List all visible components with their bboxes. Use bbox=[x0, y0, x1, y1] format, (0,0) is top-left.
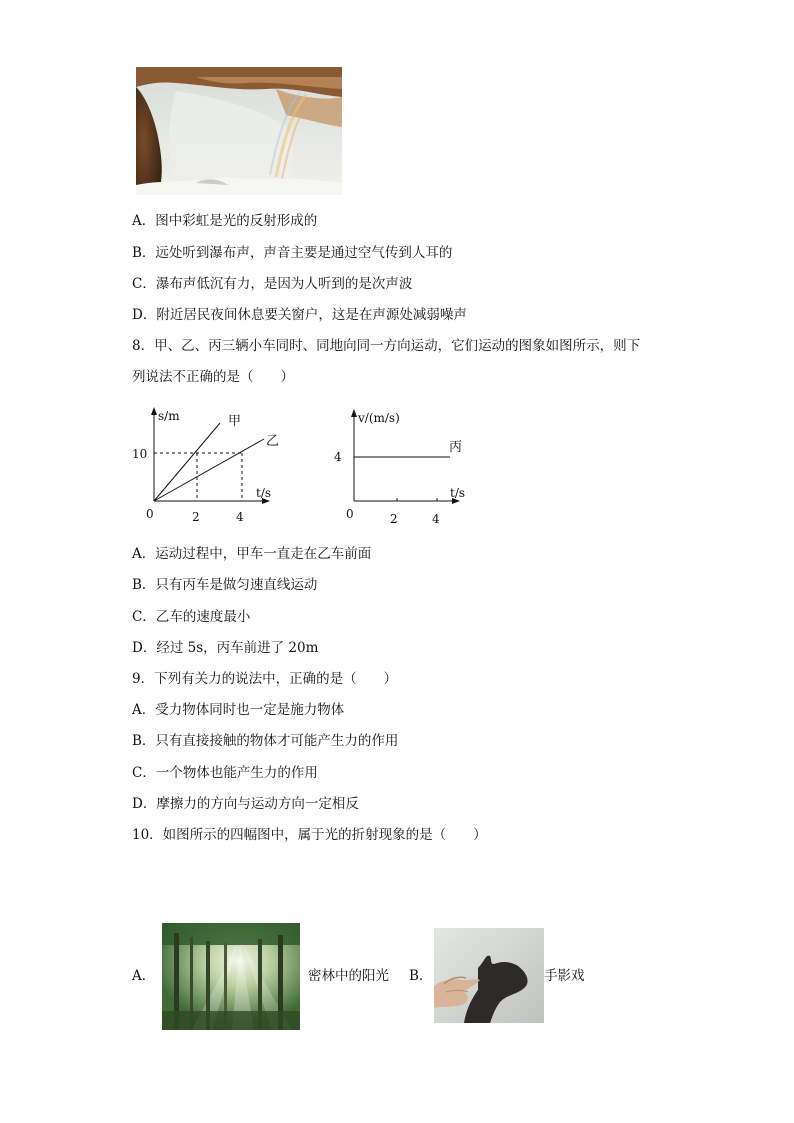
vt-x-tick-2: 2 bbox=[390, 512, 398, 525]
q10-option-a-caption: 密林中的阳光 bbox=[308, 968, 389, 984]
q9-option-a: A．受力物体同时也一定是施力物体 bbox=[132, 702, 345, 718]
q8-option-b: B．只有丙车是做匀速直线运动 bbox=[132, 577, 318, 593]
q8-option-a: A．运动过程中，甲车一直走在乙车前面 bbox=[132, 546, 372, 562]
st-series-yi-label: 乙 bbox=[266, 434, 280, 449]
q7-option-b: B．远处听到瀑布声，声音主要是通过空气传到人耳的 bbox=[132, 245, 453, 261]
vt-ylabel: v/(m/s) bbox=[358, 411, 400, 425]
q8-option-c: C．乙车的速度最小 bbox=[132, 609, 251, 625]
q9-stem: 9．下列有关力的说法中，正确的是（ ） bbox=[132, 671, 398, 687]
q10-stem: 10．如图所示的四幅图中，属于光的折射现象的是（ ） bbox=[132, 827, 487, 843]
q8-option-d: D．经过 5s，丙车前进了 20m bbox=[132, 640, 319, 656]
q10-option-b-letter: B． bbox=[409, 968, 433, 984]
q8-stem-line1: 8．甲、乙、丙三辆小车同时、同地向同一方向运动，它们运动的图象如图所示，则下 bbox=[132, 338, 641, 354]
st-origin: 0 bbox=[146, 507, 154, 521]
series-yi-line bbox=[154, 439, 264, 501]
st-y-arrow bbox=[151, 407, 157, 415]
st-xlabel: t/s bbox=[256, 486, 272, 500]
st-series-jia-label: 甲 bbox=[228, 414, 242, 429]
q10-option-b-caption: 手影戏 bbox=[544, 968, 585, 984]
vt-y-arrow bbox=[351, 409, 357, 417]
q9-option-b: B．只有直接接触的物体才可能产生力的作用 bbox=[132, 733, 399, 749]
q9-option-c: C．一个物体也能产生力的作用 bbox=[132, 765, 318, 781]
q10-option-a-letter: A． bbox=[132, 968, 156, 984]
graph-v-t bbox=[330, 405, 480, 525]
vt-x-tick-4: 4 bbox=[432, 512, 440, 525]
q9-option-d: D．摩擦力的方向与运动方向一定相反 bbox=[132, 796, 359, 812]
st-ylabel: s/m bbox=[158, 409, 180, 423]
vt-y-tick-4: 4 bbox=[334, 450, 342, 464]
vt-origin: 0 bbox=[346, 507, 354, 521]
q8-stem-line2: 列说法不正确的是（ ） bbox=[132, 369, 294, 385]
vt-xlabel: t/s bbox=[450, 486, 466, 500]
q7-option-a: A．图中彩虹是光的反射形成的 bbox=[132, 213, 318, 229]
st-y-tick-10: 10 bbox=[132, 447, 148, 461]
hand-shadow-photo bbox=[434, 928, 544, 1023]
series-jia-line bbox=[154, 423, 220, 501]
waterfall-rainbow-photo bbox=[136, 67, 342, 195]
st-x-tick-2: 2 bbox=[192, 510, 200, 524]
vt-series-bing-label: 丙 bbox=[449, 440, 463, 455]
graph-s-t bbox=[130, 405, 290, 525]
q7-option-d: D．附近居民夜间休息要关窗户，这是在声源处减弱噪声 bbox=[132, 307, 467, 323]
st-x-tick-4: 4 bbox=[236, 510, 244, 524]
forest-sunlight-photo bbox=[162, 923, 300, 1030]
q7-option-c: C．瀑布声低沉有力，是因为人听到的是次声波 bbox=[132, 276, 413, 292]
